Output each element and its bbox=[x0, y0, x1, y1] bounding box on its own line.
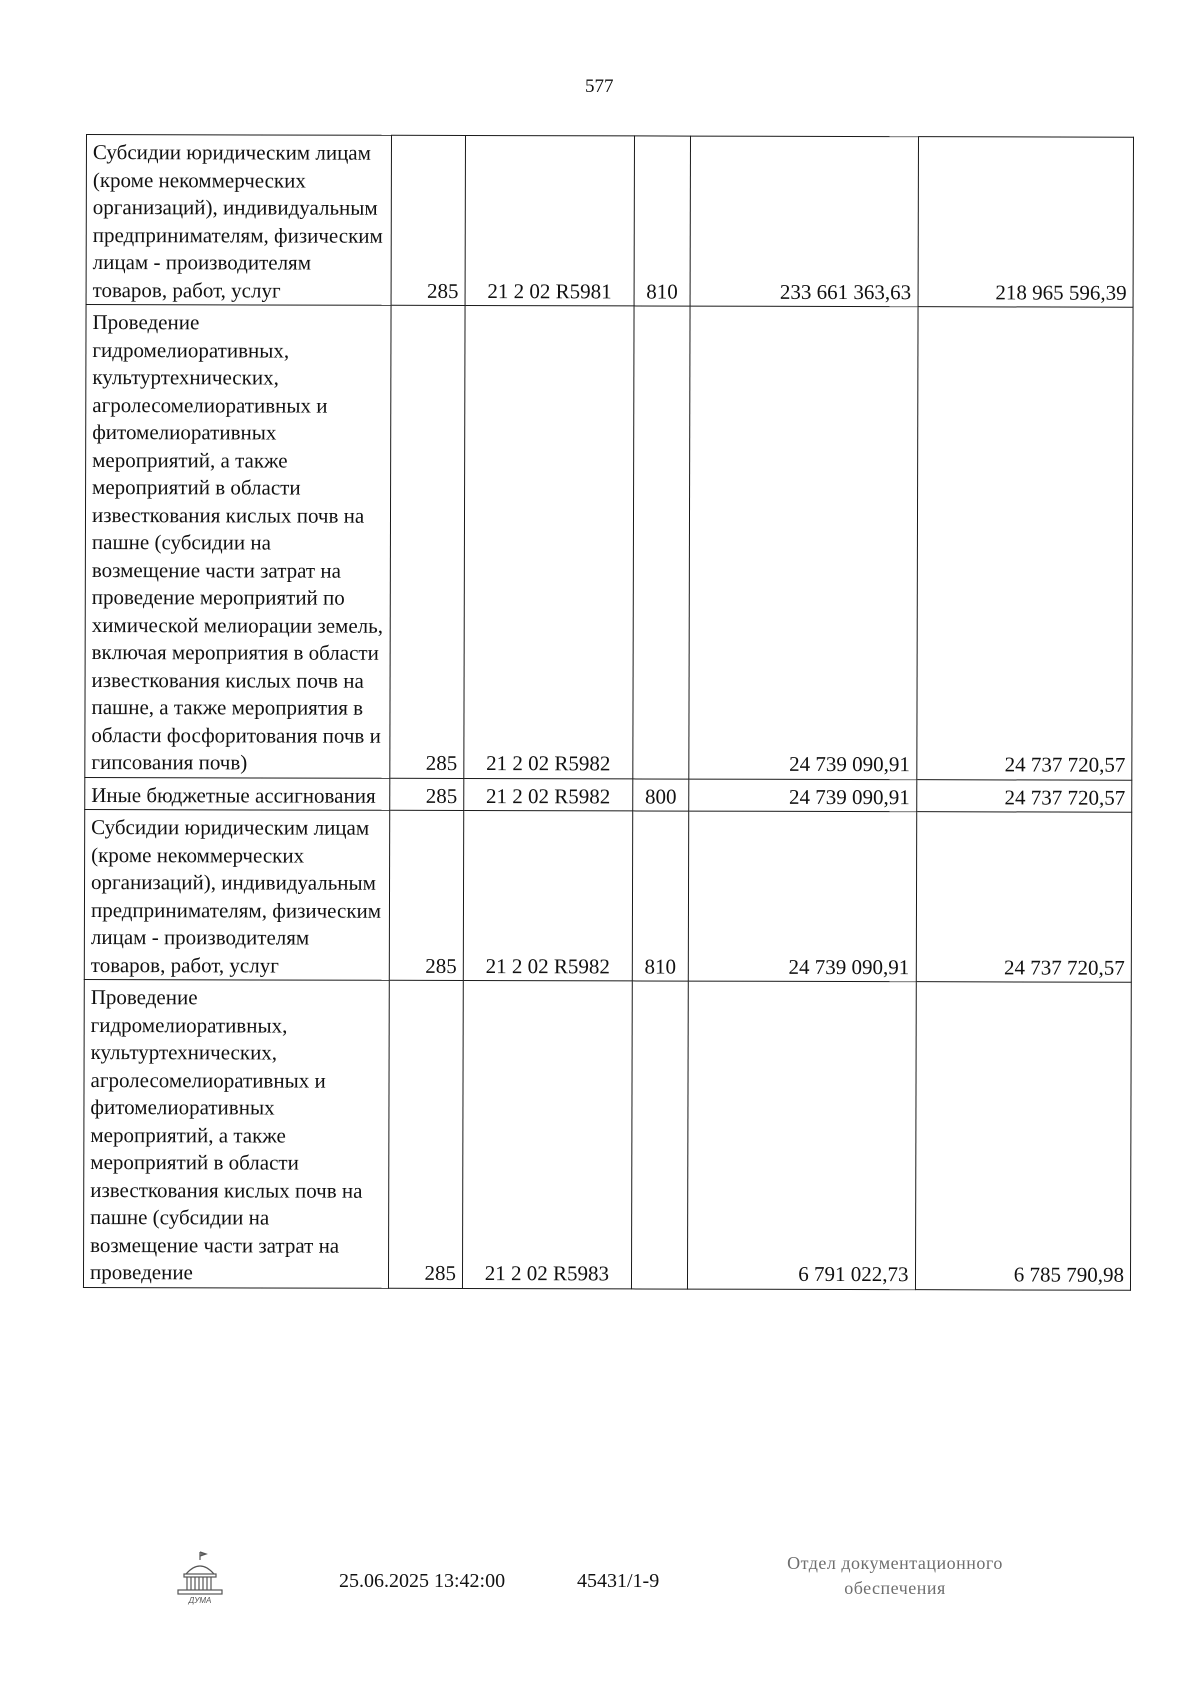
row-sum-planned: 24 739 090,91 bbox=[689, 779, 916, 812]
logo-text: ДУМА bbox=[188, 1596, 212, 1605]
row-sum-executed: 24 737 720,57 bbox=[916, 307, 1133, 780]
row-sum-executed: 218 965 596,39 bbox=[918, 137, 1134, 308]
stamp-line-2: обеспечения bbox=[844, 1578, 946, 1598]
row-name: Проведение гидромелиоративных, культуртехнических, агролесомелиоративных и фитомелиоративных мероприятий, а также мероприятий в области известкования кислых почв на пашне (субсидии на возмещение части затрат на проведение мероприятий по химической мелиорации земель, включая мероприятия в области известкования кислых почв на пашне, а также мероприятия в области фосфоритования почв и гипсования почв) bbox=[85, 305, 392, 778]
table-row bbox=[84, 809, 1131, 982]
row-gr-code: 285 bbox=[389, 980, 463, 1288]
row-gr-code: 285 bbox=[390, 810, 464, 980]
document-datetime: 25.06.2025 13:42:00 bbox=[339, 1570, 506, 1592]
duma-building-icon bbox=[172, 1550, 228, 1606]
row-sum-planned: 233 661 363,63 bbox=[690, 136, 918, 307]
row-csr-code: 21 2 02 R5982 bbox=[464, 778, 633, 811]
table-row bbox=[86, 135, 1133, 308]
department-stamp bbox=[750, 1551, 1040, 1601]
row-gr-code: 285 bbox=[390, 305, 465, 778]
registration-number: 45431/1-9 bbox=[577, 1570, 660, 1592]
table-row bbox=[85, 777, 1132, 812]
row-vr-code: 800 bbox=[633, 778, 689, 811]
row-csr-code: 21 2 02 R5982 bbox=[464, 305, 634, 778]
row-vr-code: 810 bbox=[632, 811, 689, 981]
row-sum-planned: 6 791 022,73 bbox=[688, 981, 916, 1289]
row-name: Иные бюджетные ассигнования bbox=[85, 777, 390, 810]
row-sum-executed: 24 737 720,57 bbox=[916, 779, 1132, 812]
row-sum-planned: 24 739 090,91 bbox=[688, 811, 916, 982]
table-row bbox=[85, 305, 1133, 780]
row-gr-code: 285 bbox=[390, 778, 464, 811]
row-gr-code: 285 bbox=[391, 135, 465, 305]
row-sum-executed: 6 785 790,98 bbox=[915, 982, 1131, 1290]
row-csr-code: 21 2 02 R5981 bbox=[465, 135, 634, 305]
row-name: Субсидии юридическим лицам (кроме некоммерческих организаций), индивидуальным предпринимателям, физическим лицам - производителям товаров, работ, услуг bbox=[84, 809, 390, 980]
budget-table bbox=[83, 134, 1134, 1290]
table-row bbox=[83, 979, 1131, 1289]
row-sum-planned: 24 739 090,91 bbox=[689, 306, 918, 779]
row-sum-executed: 24 737 720,57 bbox=[916, 812, 1132, 983]
row-vr-code bbox=[631, 981, 688, 1289]
row-csr-code: 21 2 02 R5982 bbox=[463, 810, 632, 980]
row-csr-code: 21 2 02 R5983 bbox=[462, 980, 632, 1288]
row-vr-code: 810 bbox=[634, 136, 691, 306]
row-name: Субсидии юридическим лицам (кроме некоммерческих организаций), индивидуальным предпринимателям, физическим лицам - производителям товаров, работ, услуг bbox=[86, 135, 392, 306]
page-number: 577 bbox=[585, 76, 614, 97]
row-name: Проведение гидромелиоративных, культуртехнических, агролесомелиоративных и фитомелиоративных мероприятий, а также мероприятий в области известкования кислых почв на пашне (субсидии на возмещение части затрат на проведение bbox=[83, 979, 389, 1287]
row-vr-code bbox=[633, 306, 691, 779]
stamp-line-1: Отдел документационного bbox=[787, 1553, 1003, 1573]
